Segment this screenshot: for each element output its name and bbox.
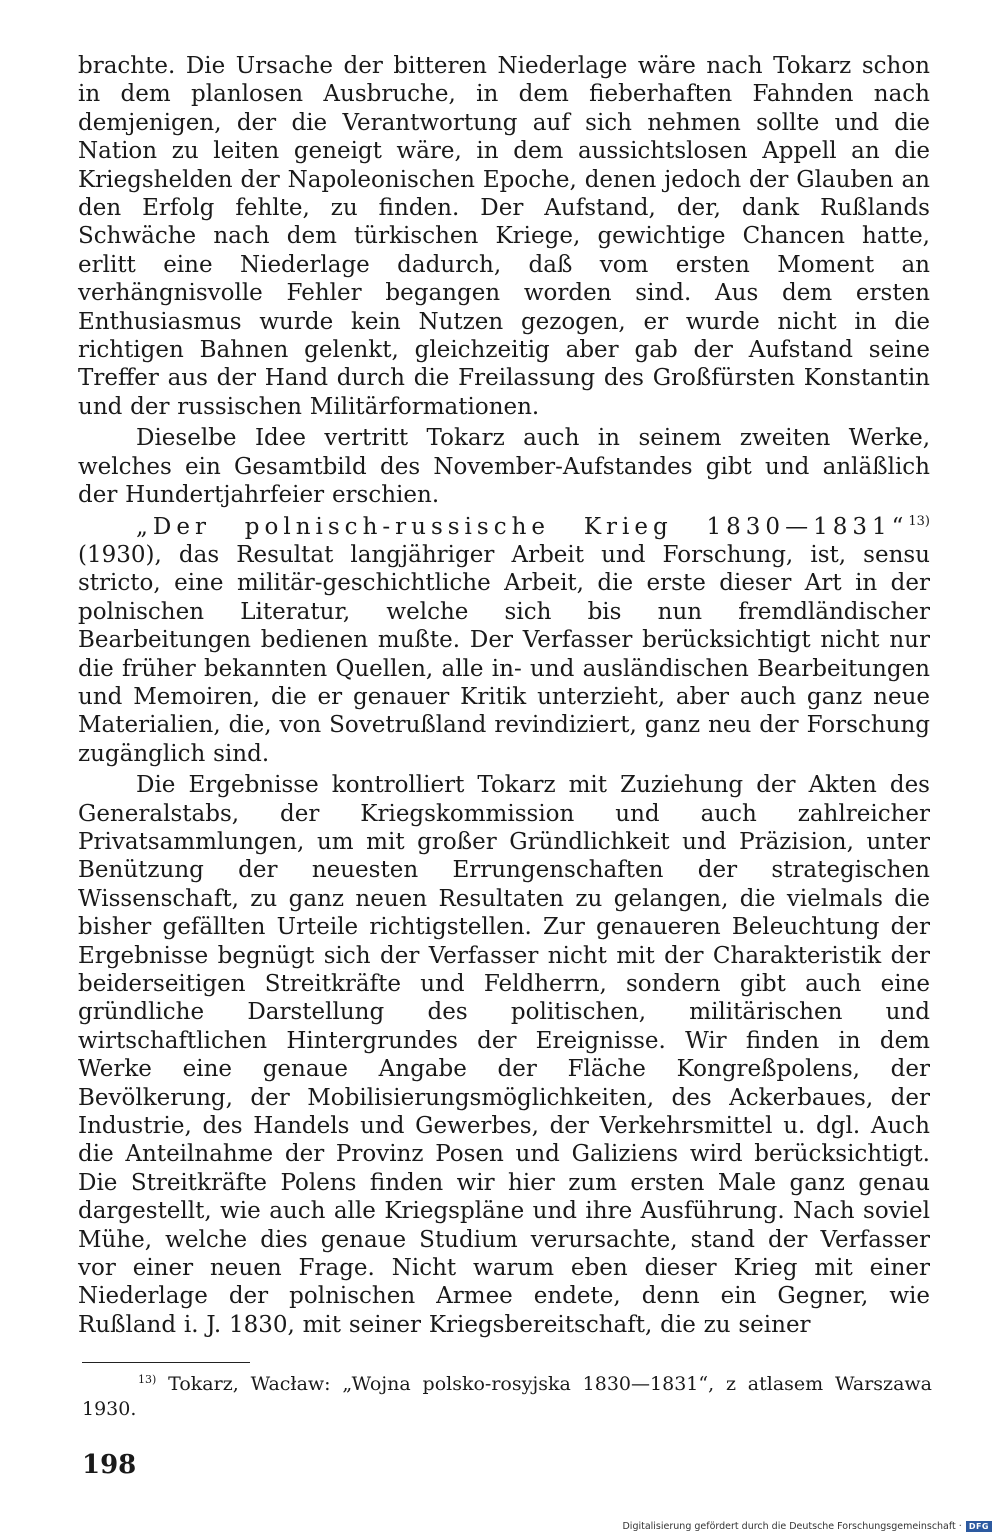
page-body xyxy=(78,52,930,1339)
book-title: „Der polnisch-russische Krieg 1830—1831“ xyxy=(136,513,909,540)
footnote-marker: 13) xyxy=(138,1373,157,1386)
digitization-credit xyxy=(622,1521,992,1532)
footnote-text: Tokarz, Wacław: „Wojna polsko-rosyjska 1830—1831“, z atlasem Warszawa 1930. xyxy=(82,1373,932,1420)
dfg-logo-icon: DFG xyxy=(966,1521,992,1532)
credit-text: Digitalisierung gefördert durch die Deutsche Forschungsgemeinschaft · xyxy=(622,1521,962,1532)
paragraph-4: Die Ergebnisse kontrolliert Tokarz mit Zuziehung der Akten des Generalstabs, der Kriegskommission und auch zahlreicher Privatsammlungen, um mit großer Gründlichkeit und Präzision, unter Benützung der neuesten Errungenschaften der strategischen Wissenschaft, zu ganz neuen Resultaten zu gelangen, die vielmals die bisher gefällten Urteile richtigstellen. Zur genaueren Beleuchtung der Ergebnisse begnügt sich der Verfasser nicht mit der Charakteristik der beiderseitigen Streitkräfte und Feldherrn, sondern gibt auch eine gründliche Darstellung des politischen, militärischen und wirtschaftlichen Hintergrundes der Ereignisse. Wir finden in dem Werke eine genaue Angabe der Fläche Kongreßpolens, der Bevölkerung, der Mobilisierungsmöglichkeiten, des Ackerbaues, der Industrie, des Handels und Gewerbes, der Verkehrsmittel u. dgl. Auch die Anteilnahme der Provinz Posen und Galiziens wird berücksichtigt. Die Streitkräfte Polens finden wir hier zum ersten Male ganz genau dargestellt, wie auch alle Kriegspläne und ihre Ausführung. Nach soviel Mühe, welche dies genaue Studium verursachte, stand der Verfasser vor einer neuen Frage. Nicht warum eben dieser Krieg mit einer Niederlage der polnischen Armee endete, denn ein Gegner, wie Rußland i. J. 1830, mit seiner Kriegsbereitschaft, die zu seiner xyxy=(78,772,930,1338)
paragraph-2: Dieselbe Idee vertritt Tokarz auch in seinem zweiten Werke, welches ein Gesamtbild des November-Aufstandes gibt und anläßlich der Hundertjahrfeier erschien. xyxy=(78,425,930,509)
footnote-divider xyxy=(82,1362,250,1363)
footnote xyxy=(82,1372,932,1422)
paragraph-1: brachte. Die Ursache der bitteren Niederlage wäre nach Tokarz schon in dem planlosen Ausbruche, in dem fieberhaften Fahnden nach demjenigen, der die Verantwortung auf sich nehmen sollte und die Nation zu leiten geneigt wäre, in dem aussichtslosen Appell an die Kriegshelden der Napoleonischen Epoche, denen jedoch der Glauben an den Erfolg fehlte, zu finden. Der Aufstand, der, dank Rußlands Schwäche nach dem türkischen Kriege, gewichtige Chancen hatte, erlitt eine Niederlage dadurch, daß vom ersten Moment an verhängnisvolle Fehler begangen worden sind. Aus dem ersten Enthusiasmus wurde kein Nutzen gezogen, er wurde nicht in die richtigen Bahnen gelenkt, gleichzeitig aber gab der Aufstand seine Treffer aus der Hand durch die Freilassung des Großfürsten Konstantin und der russischen Militärformationen. xyxy=(78,53,930,420)
page-number: 198 xyxy=(82,1450,137,1480)
footnote-ref: 13) xyxy=(908,513,930,529)
paragraph-3-text: (1930), das Resultat langjähriger Arbeit und Forschung, ist, sensu stricto, eine militär-geschichtliche Arbeit, die erste dieser Art in der polnischen Literatur, welche sich bis nun fremdländischer Bearbeitungen bedienen mußte. Der Verfasser berücksichtigt nicht nur die früher bekannten Quellen, alle in- und ausländischen Bearbeitungen und Memoiren, die er genauer Kritik unterzieht, aber auch ganz neue Materialien, die, von Sovetrußland revindiziert, ganz neu der Forschung zugänglich sind. xyxy=(78,541,930,767)
paragraph-3 xyxy=(78,513,930,769)
